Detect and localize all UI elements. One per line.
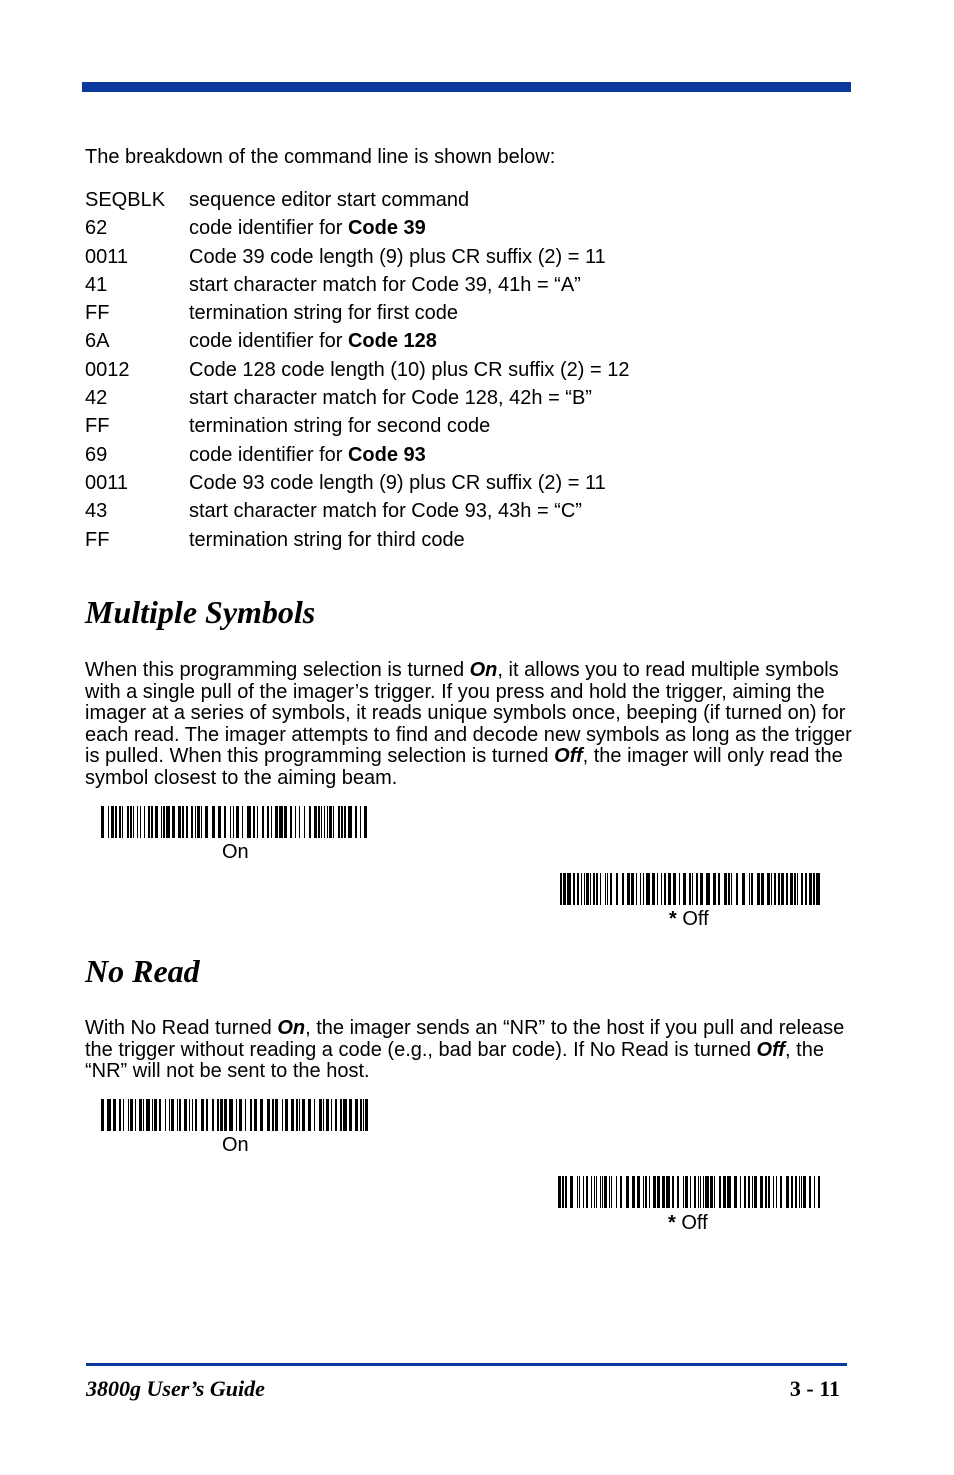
command-row [85, 469, 629, 497]
command-description [189, 441, 426, 469]
command-row [85, 243, 629, 271]
command-code: 69 [85, 443, 108, 466]
command-description [189, 412, 490, 440]
keyword-off: Off [554, 745, 583, 768]
top-rule [82, 82, 851, 92]
command-description [189, 186, 469, 214]
command-description [189, 497, 582, 525]
command-code: 0012 [85, 358, 130, 381]
footer-page-number: 3 - 11 [789, 1376, 840, 1401]
default-marker: * [668, 1212, 676, 1234]
multiple-symbols-paragraph [85, 660, 855, 790]
keyword-on: On [277, 1017, 306, 1039]
text-run: When this programming selection is turned [85, 659, 470, 681]
command-code: SEQBLK [85, 189, 166, 211]
barcode-multiple-symbols-off[interactable] [560, 873, 823, 905]
command-code: 62 [85, 217, 108, 240]
barcode-label-on: On [222, 1134, 249, 1156]
command-row [85, 412, 629, 440]
command-description-text: Code 128 code length (10) plus CR suffix (2) = 12 [189, 358, 630, 381]
command-code: 6A [85, 330, 110, 353]
command-description-text: termination string for second code [189, 415, 491, 438]
command-row [85, 441, 629, 469]
keyword-off: Off [756, 1038, 786, 1061]
section-heading-no-read: No Read [85, 953, 200, 989]
command-row [85, 299, 629, 327]
command-symbology-name: Code 93 [347, 443, 426, 466]
command-description [189, 327, 437, 355]
text-run: , it allows you to read multiple symbols with a single pull of the imager’s trigger. If you press and hold the trigger, aiming the imager at a series of symbols, it reads unique symbols once, beeping (if turned on) for each read. The imager attempts to find and decode new symbols as long as the trigger is pulled. When this programming selection is turned [85, 659, 852, 768]
command-symbology-name: Code 39 [347, 217, 426, 240]
command-row [85, 497, 629, 525]
barcode-label-off-text: Off [675, 1212, 708, 1234]
command-code: FF [85, 415, 110, 438]
command-description [189, 526, 465, 554]
command-description-text: start character match for Code 93, 43h = “C” [189, 500, 582, 523]
barcode-label-on: On [222, 841, 249, 863]
command-description [189, 243, 606, 271]
default-marker: * [669, 908, 677, 930]
command-description-text: sequence editor start command [189, 189, 470, 211]
command-description-text: start character match for Code 128, 42h = “B” [189, 387, 592, 410]
no-read-paragraph [85, 1018, 855, 1083]
command-row [85, 356, 629, 384]
command-description [189, 299, 458, 327]
command-code: FF [85, 528, 110, 551]
text-run: , the imager will only read the symbol closest to the aiming beam. [85, 745, 843, 789]
command-description [189, 214, 426, 242]
command-code: 0011 [85, 471, 129, 494]
barcode-label-off [669, 908, 709, 930]
command-description [189, 356, 629, 384]
command-description-text: Code 93 code length (9) plus CR suffix (2) = 11 [189, 471, 606, 494]
barcode-no-read-on[interactable] [101, 1099, 368, 1131]
command-code: FF [85, 302, 110, 325]
command-code: 41 [85, 273, 108, 296]
command-code: 42 [85, 387, 108, 410]
text-run: , the “NR” will not be sent to the host. [85, 1038, 824, 1083]
footer-guide-title: 3800g User’s Guide [86, 1376, 265, 1401]
intro-text: The breakdown of the command line is shown below: [85, 146, 556, 168]
command-row [85, 271, 629, 299]
command-row [85, 214, 629, 242]
command-row [85, 186, 629, 214]
command-description-text: Code 39 code length (9) plus CR suffix (2) = 11 [189, 245, 606, 268]
command-code: 43 [85, 500, 108, 523]
command-description-text: code identifier for [189, 217, 348, 240]
command-row [85, 327, 629, 355]
command-description-text: code identifier for [189, 330, 348, 353]
section-heading-multiple-symbols: Multiple Symbols [85, 594, 316, 630]
command-description-text: termination string for first code [189, 302, 458, 325]
text-run: , the imager sends an “NR” to the host if you pull and release the trigger without reading a code (e.g., bad bar code). If No Read is turned [85, 1017, 845, 1061]
command-description-text: code identifier for [189, 443, 348, 466]
barcode-no-read-off[interactable] [558, 1176, 821, 1208]
command-code: 0011 [85, 245, 129, 268]
command-row [85, 384, 629, 412]
barcode-multiple-symbols-on[interactable] [101, 806, 369, 838]
command-breakdown-table [85, 186, 629, 554]
barcode-label-off-text: Off [676, 908, 709, 930]
bottom-rule [86, 1363, 847, 1366]
command-description-text: start character match for Code 39, 41h = “A” [189, 273, 581, 296]
text-run: With No Read turned [85, 1017, 278, 1039]
barcode-label-off [668, 1212, 708, 1234]
command-symbology-name: Code 128 [347, 330, 437, 353]
command-row [85, 526, 629, 554]
command-description [189, 271, 581, 299]
command-description [189, 384, 592, 412]
command-description-text: termination string for third code [189, 528, 465, 551]
command-description [189, 469, 606, 497]
keyword-on: On [469, 659, 498, 681]
